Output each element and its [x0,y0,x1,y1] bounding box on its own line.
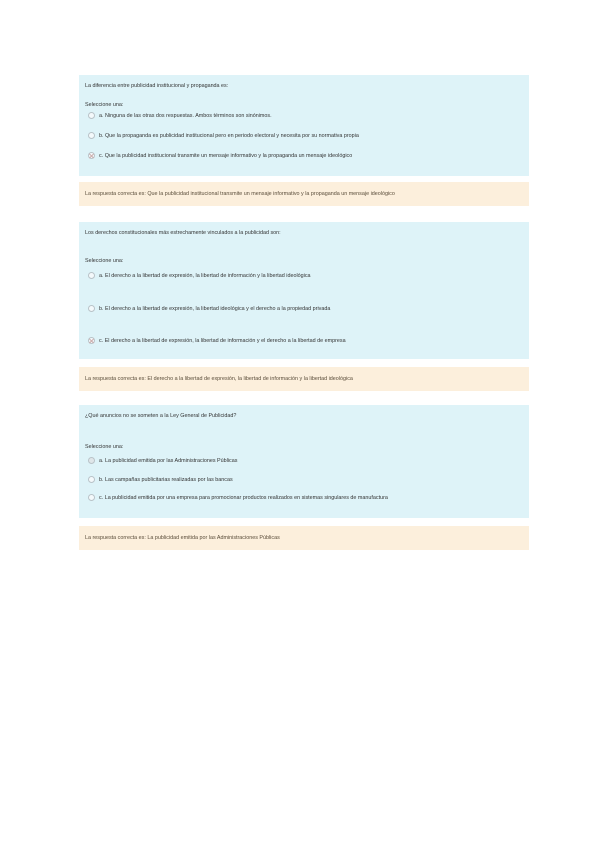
radio-icon[interactable] [88,305,95,312]
answer-option-c[interactable] [88,494,388,501]
radio-icon[interactable] [88,272,95,279]
correct-answer-text: La respuesta correcta es: La publicidad emitida por las Administraciones Públicas [85,535,280,541]
option-label: a. El derecho a la libertad de expresión, la libertad de información y la libertad ideológica [99,272,311,279]
option-label: b. Las campañas publicitarias realizadas por las bancas [99,476,233,483]
option-label: c. La publicidad emitida por una empresa para promocionar productos realizados en sistemas singulares de manufactura [99,494,388,501]
radio-icon[interactable] [88,476,95,483]
correct-answer-text: La respuesta correcta es: El derecho a la libertad de expresión, la libertad de información y la libertad ideológica [85,376,353,382]
feedback-2 [79,367,529,391]
answer-option-a[interactable] [88,272,311,279]
answer-option-a[interactable] [88,457,237,464]
answer-option-a[interactable] [88,112,272,119]
answer-option-c[interactable] [88,152,352,159]
radio-icon[interactable] [88,457,95,464]
select-label: Seleccione una: [85,102,124,108]
question-1-panel [79,75,529,176]
select-label: Seleccione una: [85,258,124,264]
answer-option-b[interactable] [88,476,233,483]
option-label: b. Que la propaganda es publicidad institucional pero en periodo electoral y necesita por su normativa propia [99,132,359,139]
feedback-3 [79,526,529,550]
option-label: c. El derecho a la libertad de expresión, la libertad de información y el derecho a la libertad de empresa [99,337,346,344]
option-label: a. La publicidad emitida por las Administraciones Públicas [99,457,238,464]
question-2-panel [79,222,529,359]
question-text: La diferencia entre publicidad institucional y propaganda es: [85,83,229,89]
answer-option-c[interactable] [88,337,346,344]
incorrect-mark-icon[interactable] [88,152,95,159]
option-label: a. Ninguna de las otras dos respuestas. Ambos términos son sinónimos. [99,112,272,119]
radio-icon[interactable] [88,112,95,119]
question-text: ¿Qué anuncios no se someten a la Ley General de Publicidad? [85,413,237,419]
select-label: Seleccione una: [85,444,124,450]
answer-option-b[interactable] [88,305,330,312]
feedback-1 [79,182,529,206]
radio-icon[interactable] [88,132,95,139]
radio-icon[interactable] [88,494,95,501]
answer-option-b[interactable] [88,132,359,139]
question-3-panel [79,405,529,518]
option-label: b. El derecho a la libertad de expresión, la libertad ideológica y el derecho a la propiedad privada [99,305,331,312]
option-label: c. Que la publicidad institucional transmite un mensaje informativo y la propaganda un mensaje ideológico [99,152,353,159]
correct-answer-text: La respuesta correcta es: Que la publicidad institucional transmite un mensaje informativo y la propaganda un mensaje ideológico [85,191,395,197]
question-text: Los derechos constitucionales más estrechamente vinculados a la publicidad son: [85,230,281,236]
incorrect-mark-icon[interactable] [88,337,95,344]
